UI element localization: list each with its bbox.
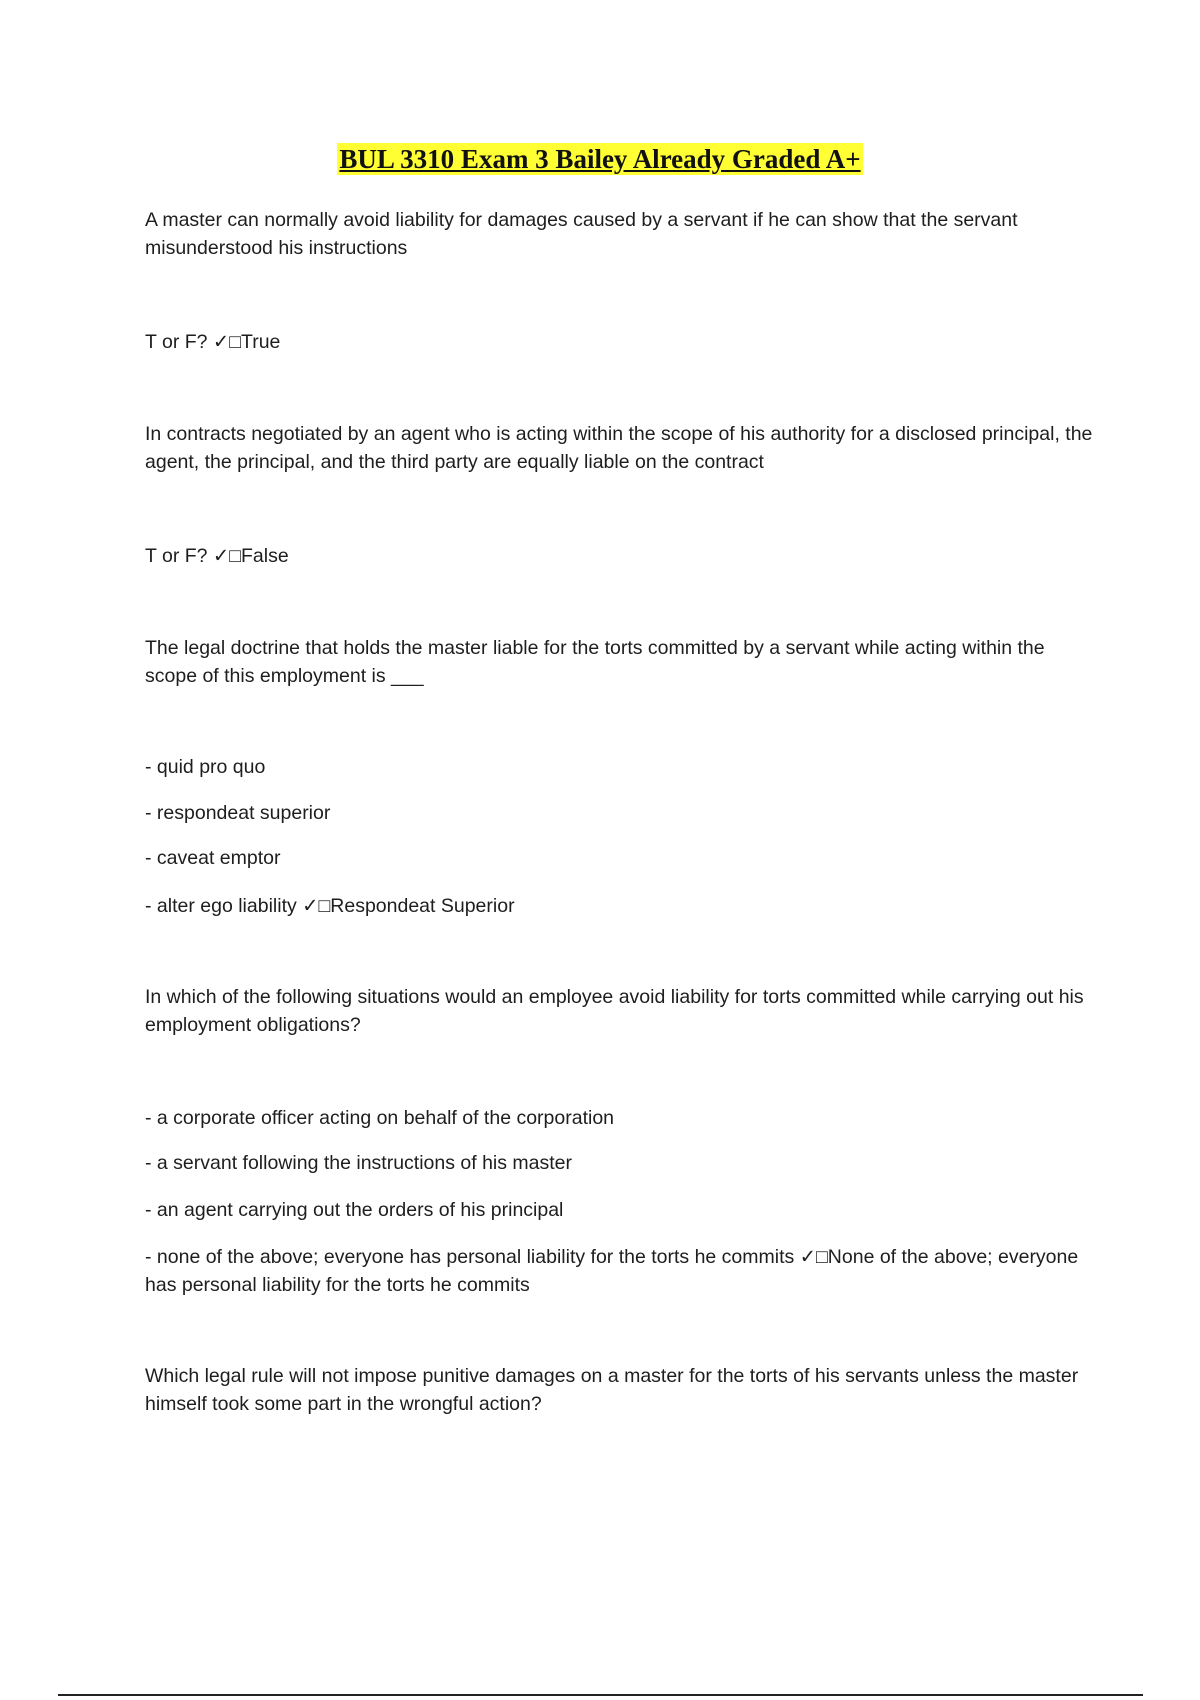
question-3-option-1: - quid pro quo [145,756,266,778]
title-wrap [0,143,1200,175]
question-3-option-4: - alter ego liability ✓□Respondeat Superior [145,895,515,917]
question-3-option-2: - respondeat superior [145,802,331,824]
question-4-text: In which of the following situations would an employee avoid liability for torts committed while carrying out his employment obligations? [145,986,1084,1036]
question-2-text: In contracts negotiated by an agent who is acting within the scope of his authority for a disclosed principal, the agent, the principal, and the third party are equally liable on the contract [145,423,1093,473]
question-4-option-4: - none of the above; everyone has personal liability for the torts he commits ✓□None of the above; everyone has personal liability for the torts he commits [145,1246,1079,1296]
question-2-answer: T or F? ✓□False [145,545,289,567]
question-3-text: The legal doctrine that holds the master liable for the torts committed by a servant while acting within the scope of this employment is ___ [145,637,1045,687]
question-4-option-3: - an agent carrying out the orders of his principal [145,1199,564,1221]
question-3-option-3: - caveat emptor [145,847,281,869]
question-1-answer: T or F? ✓□True [145,331,281,353]
document-title: BUL 3310 Exam 3 Bailey Already Graded A+ [339,144,861,174]
question-4-option-2: - a servant following the instructions of his master [145,1152,573,1174]
footer-divider [58,1694,1143,1696]
question-4-option-1: - a corporate officer acting on behalf of the corporation [145,1107,615,1129]
question-1-text: A master can normally avoid liability for damages caused by a servant if he can show that the servant misunderstood his instructions [145,209,1018,259]
question-5-text: Which legal rule will not impose punitive damages on a master for the torts of his servants unless the master himself took some part in the wrongful action? [145,1365,1079,1415]
